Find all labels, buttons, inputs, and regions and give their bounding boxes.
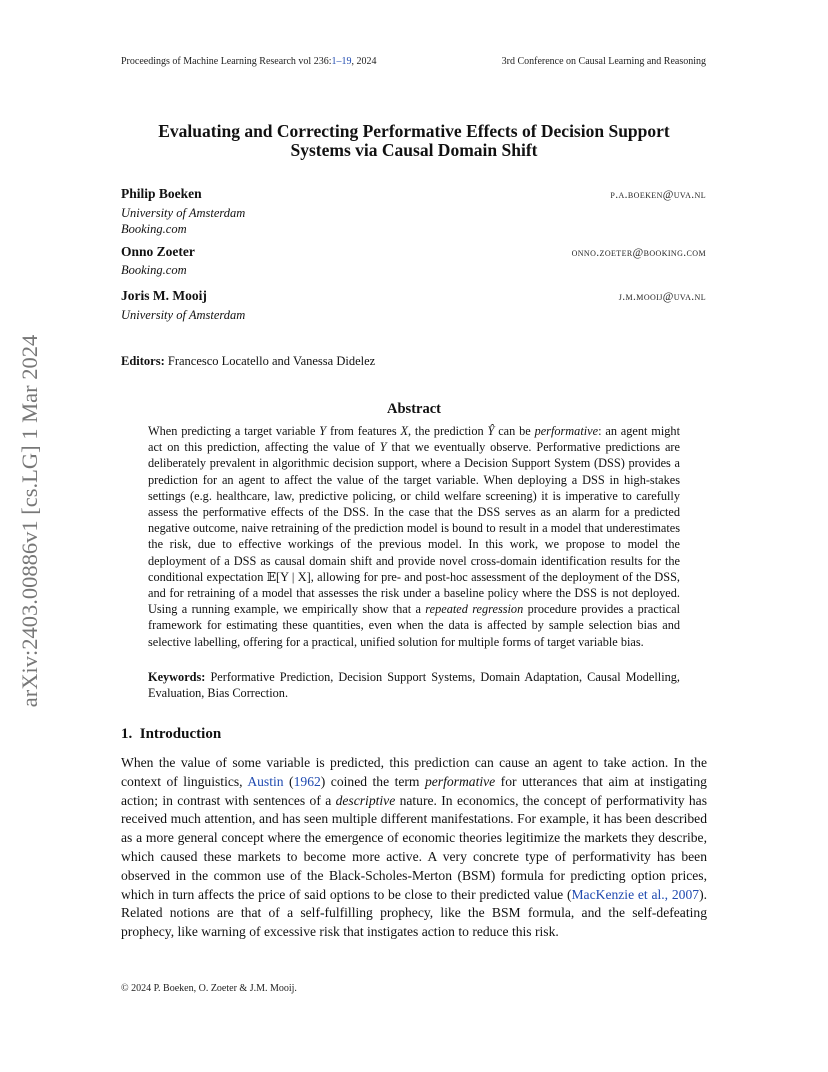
section-heading — [121, 726, 221, 743]
abstract-text: can be — [494, 424, 535, 438]
math-var: Y — [319, 424, 327, 438]
author-name: Joris M. Mooij — [121, 288, 207, 303]
author-email: j.m.mooij@uva.nl — [618, 291, 706, 303]
author-affiliation: Booking.com — [121, 263, 187, 277]
abstract-text: that we eventually observe. Performative predictions are deliberately prevalent in algorithmic decision support, where a Decision Support System (DSS) provides a prediction for an agent to affect the value of the target variable. When deploying a DSS in high-stakes settings (e.g. healthcare, law, predictive policing, or child welfare screening) it is imperative to carefully assess the performative effects of the DSS. In the case that the DSS serves as an alarm for a predicted negative outcome, naive retraining of the prediction model is bound to result in a model that underestimates the risk, due to effective workings of the previous model. In this work, we propose to model the deployment of a DSS as causal domain shift and provide novel cross-domain identification results for the conditional expectation — [148, 440, 680, 584]
header-proceedings: Proceedings of Machine Learning Research vol 236: — [121, 56, 332, 67]
running-header-right: 3rd Conference on Causal Learning and Reasoning — [501, 56, 706, 67]
copyright-notice: © 2024 P. Boeken, O. Zoeter & J.M. Mooij. — [121, 983, 297, 994]
math-var: Ŷ — [487, 424, 495, 438]
title-line-2: Systems via Causal Domain Shift — [290, 140, 538, 160]
citation-link[interactable]: Austin — [247, 773, 284, 789]
abstract-text: : an agent might act on this prediction, affecting the value of — [148, 424, 680, 455]
body-text: ). Related notions are that of a self-fulfilling prophecy, like the BSM formula, and the self-defeating prophecy, like warning of excessive risk that instigates action to reduce this risk. — [121, 886, 707, 940]
math-var: Y — [379, 440, 387, 455]
body-text: for utterances that aim at instigating action; in contrast with sentences of a — [121, 773, 707, 808]
body-text: When the value of some variable is predicted, this prediction can cause an agent to take action. In the context of linguistics, — [121, 755, 707, 789]
abstract-text: from features — [326, 424, 401, 438]
abstract-text: procedure provides a practical framework for estimating these quantities, even when the data is affected by sample selection bias and selective labelling, offering for a practical, unified solution for multiple forms of target variable bias. — [148, 602, 680, 649]
editors-names: Francesco Locatello and Vanessa Didelez — [164, 354, 376, 368]
author-affiliation: Booking.com — [121, 222, 187, 236]
running-header-left — [121, 56, 377, 67]
paper-title — [100, 122, 728, 160]
title-line-1: Evaluating and Correcting Performative Effects of Decision Support — [158, 121, 670, 141]
abstract-heading: Abstract — [387, 401, 441, 417]
body-text: coined the term — [325, 773, 425, 789]
keywords-label: Keywords: — [148, 670, 206, 684]
math-expectation: 𝔼[Y | X] — [266, 569, 311, 584]
keywords — [148, 669, 680, 701]
abstract-body — [148, 423, 680, 650]
arxiv-stamp: arXiv:2403.00886v1 [cs.LG] 1 Mar 2024 — [17, 334, 42, 708]
author-name: Onno Zoeter — [121, 244, 195, 259]
author-name: Philip Boeken — [121, 186, 202, 201]
abstract-text: , allowing for pre- and post-hoc assessment of the deployment of the DSS, and for retraining of a model that assesses the risk under a baseline policy where the DSS is not deployed. Using a running example, we empirically show that a — [148, 569, 680, 617]
citation-year-link[interactable]: 1962 — [293, 773, 321, 789]
keywords-text: Performative Prediction, Decision Support Systems, Domain Adaptation, Causal Modelling, Evaluation, Bias Correction. — [148, 670, 680, 701]
section-title: Introduction — [139, 726, 222, 742]
abstract-text: When predicting a target variable — [148, 424, 320, 438]
author-affiliation: University of Amsterdam — [121, 206, 246, 220]
header-year: , 2024 — [351, 56, 377, 67]
section-number: 1. — [121, 726, 133, 742]
editors-line — [121, 354, 375, 369]
author-email: onno.zoeter@booking.com — [571, 247, 706, 259]
page-range-link[interactable]: 1–19 — [331, 56, 352, 67]
intro-paragraph: When the value of some variable is predicted, this prediction can cause an agent to take action. In the context of linguistics, Austin (1962) coined the term performative for utterances that aim at instigating action; in contrast with sentences of a descriptive nature. In economics, the concept of performativity has received much attention, and has seen multiple different manifestations. For example, it has been described as a more general concept where the emergence of economic theories legitimize the markets they describe, which caused these markets to become more active. A very concrete type of performativity has been observed in the common use of the Black-Scholes-Merton (BSM) formula for predicting option prices, which in turn affects the price of said options to be close to their predicted value (MacKenzie et al., 2007). Related notions are that of a self-fulfilling prophecy, like the BSM formula, and the self-defeating prophecy, like warning of excessive risk that instigates action to reduce this risk. — [121, 755, 707, 940]
emphasis: repeated regression — [425, 602, 524, 617]
citation-link[interactable]: MacKenzie et al., 2007 — [571, 886, 700, 902]
abstract-text: , the prediction — [408, 424, 488, 438]
author-email: p.a.boeken@uva.nl — [610, 189, 706, 201]
emphasis: descriptive — [335, 792, 396, 808]
emphasis: performative — [534, 424, 599, 438]
editors-label: Editors: — [121, 354, 165, 368]
emphasis: performative — [424, 773, 496, 789]
body-text: nature. In economics, the concept of performativity has received much attention, and has seen multiple different manifestations. For example, it has been described as a more general concept where the emergence of economic theories legitimize the markets they describe, which caused these markets to become more active. A very concrete type of performativity has been observed in the common use of the Black-Scholes-Merton (BSM) formula for predicting option prices, which in turn affects the price of said options to be close to their predicted value ( — [121, 792, 707, 902]
arxiv-stamp-container — [10, 287, 50, 755]
author-affiliation: University of Amsterdam — [121, 308, 246, 322]
math-var: X — [400, 424, 408, 438]
